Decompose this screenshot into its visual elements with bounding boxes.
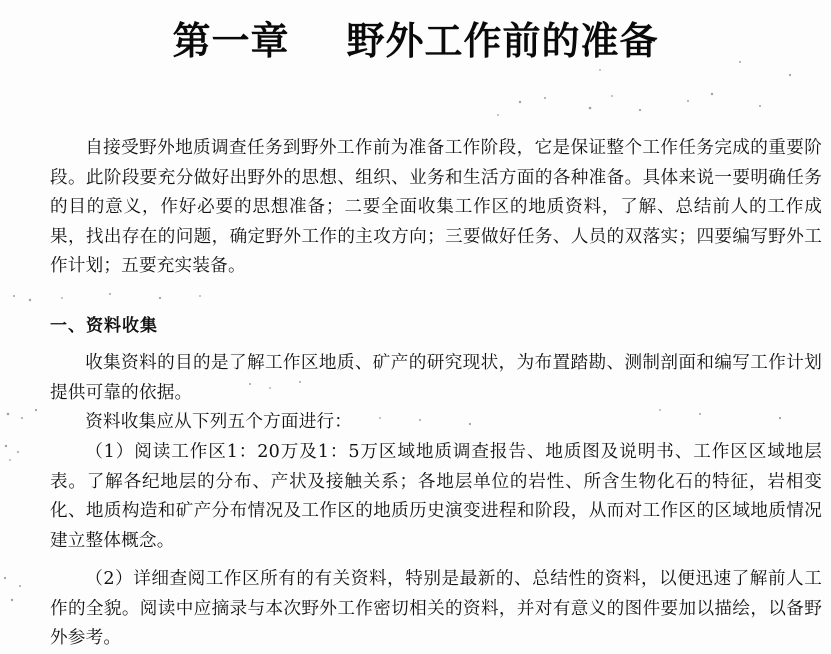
purpose-paragraph: 收集资料的目的是了解工作区地质、矿产的研究现状，为布置踏勘、测制剖面和编写工作计划提供可靠的依据。 (50, 353, 822, 403)
intro-paragraph: 自接受野外地质调查任务到野外工作前为准备工作阶段，它是保证整个工作任务完成的重要阶段。此阶段要充分做好出野外的思想、组织、业务和生活方面的各种准备。具体来说一要明确任务的目的意义，作好必要的思想准备；二要全面收集工作区的地质资料，了解、总结前人的工作成果，找出存在的问题，确定野外工作的主攻方向；三要做好任务、人员的双落实；四要编写野外工作计划；五要充实装备。 (50, 138, 822, 276)
aspects-intro-paragraph: 资料收集应从下列五个方面进行： (85, 412, 353, 432)
list-item: （2）详细查阅工作区所有的有关资料，特别是最新的、总结性的资料，以便迅速了解前人工作的全貌。阅读中应摘录与本次野外工作密切相关的资料，并对有意义的图件要加以描绘，以备野外参考。 (50, 569, 822, 648)
chapter-title: 第一章 野外工作前的准备 (172, 19, 659, 63)
section-heading: 一、资料收集 (50, 316, 158, 336)
list-item: （1）阅读工作区1：20万及1：5万区域地质调查报告、地质图及说明书、工作区区域地层表。了解各纪地层的分布、产状及接触关系；各地层单位的岩性、所含生物化石的特征，岩相变化、地质构造和矿产分布情况及工作区的地质历史演变进程和阶段，从而对工作区的区域地质情况建立整体概念。 (50, 442, 822, 551)
